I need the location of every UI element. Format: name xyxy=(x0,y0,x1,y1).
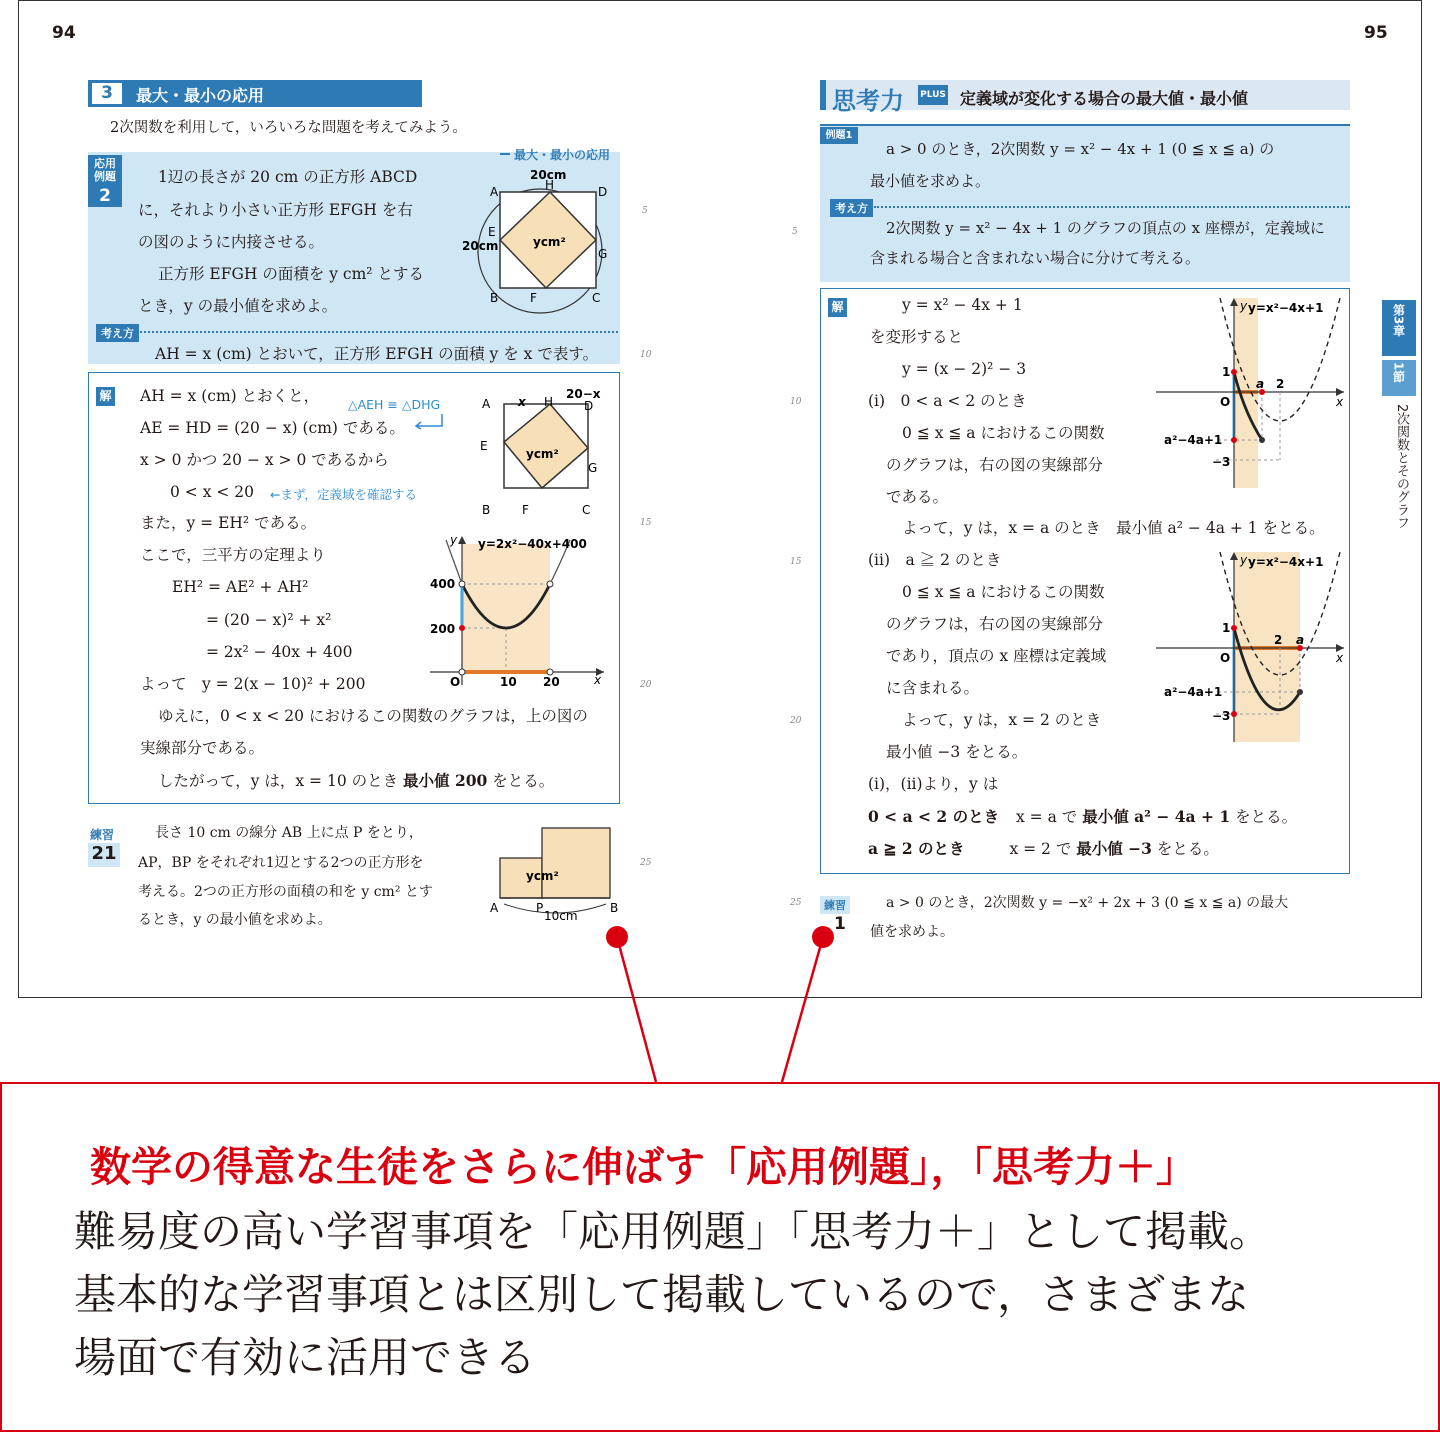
example1-line: 最小値を求めよ。 xyxy=(870,172,991,190)
x-axis-label: x xyxy=(1336,651,1344,665)
hint-text: AH = x (cm) とおいて，正方形 EFGH の面積 y を x で表す。 xyxy=(155,345,599,363)
callout-line: 基本的な学習事項とは区別して掲載しているので，さまざまな xyxy=(74,1270,1250,1319)
final1-mid: x = a で xyxy=(1016,808,1078,826)
chapter-label: 第3章 xyxy=(1391,304,1406,337)
tick-a: a xyxy=(1296,633,1305,647)
solution-line: また，y = EH² である。 xyxy=(140,514,317,532)
solution-line: よって，y は，x = a のとき 最小値 a² − 4a + 1 をとる。 xyxy=(902,519,1325,537)
chapter-title: 2次関数とそのグラフ xyxy=(1394,404,1409,530)
label-20-minus-x: 20−x xyxy=(566,387,601,401)
exercise-line: 値を求めよ。 xyxy=(870,924,954,940)
final2-val: 最小値 −3 xyxy=(1076,839,1152,858)
label-F: F xyxy=(522,503,529,517)
note-domain: ←まず，定義域を確認する xyxy=(270,487,417,502)
label-x: x xyxy=(518,395,526,409)
solution-line: y = (x − 2)² − 3 xyxy=(902,360,1027,378)
solution-line: 0 < x < 20 xyxy=(170,483,255,501)
solution-line: ここで，三平方の定理より xyxy=(140,546,326,564)
chapter-tab xyxy=(1382,300,1416,356)
header-title: 定義域が変化する場合の最大値・最小値 xyxy=(960,89,1249,108)
label-G: G xyxy=(588,461,598,475)
label-H: H xyxy=(545,178,555,192)
graph-quadratic-1 xyxy=(410,530,610,690)
callout-line: 難易度の高い学習事項を「応用例題」「思考力＋」として掲載。 xyxy=(74,1207,1272,1256)
example-line: 正方形 EFGH の面積を y cm² とする xyxy=(158,265,424,283)
label-C: C xyxy=(582,503,591,517)
label-left-length: 20cm xyxy=(462,239,499,253)
solution-line: のグラフは，右の図の実線部分 xyxy=(886,615,1104,633)
example1-tag: 例題1 xyxy=(820,127,858,144)
label-A: A xyxy=(490,901,499,915)
left-page-number: 94 xyxy=(52,23,76,43)
final-answer-2 xyxy=(868,841,1219,858)
label-E: E xyxy=(488,225,496,239)
label-A: A xyxy=(482,397,491,411)
pointer-line-left xyxy=(617,937,656,1082)
hint-line: 含まれる場合と含まれない場合に分けて考える。 xyxy=(870,249,1201,267)
solution-line: 実線部分である。 xyxy=(140,739,265,757)
line-number: 10 xyxy=(640,350,652,360)
tick-10: 10 xyxy=(500,675,517,689)
solution-line: 0 ≦ x ≦ a におけるこの関数 xyxy=(902,583,1105,601)
pointer-dot-right xyxy=(812,926,834,948)
label-area: ycm² xyxy=(526,447,559,461)
line-number: 15 xyxy=(640,518,652,528)
solution-conclusion xyxy=(158,773,554,790)
solution-line: よって，y は，x = 2 のとき xyxy=(902,711,1102,729)
example-line: 1辺の長さが 20 cm の正方形 ABCD xyxy=(158,168,418,186)
thinking-header xyxy=(820,80,1350,115)
label-B: B xyxy=(482,503,491,517)
line-number: 5 xyxy=(642,206,648,216)
graph-title: y=2x²−40x+400 xyxy=(478,537,587,551)
conclusion-post: をとる。 xyxy=(492,772,555,790)
section-tab xyxy=(1382,360,1416,396)
line-number: 15 xyxy=(790,557,802,567)
label-E: E xyxy=(480,439,488,453)
header-main: 思考力 xyxy=(832,87,904,115)
tick-origin: O xyxy=(450,675,461,689)
tick-minus-3: −3 xyxy=(1212,455,1231,469)
line-number: 10 xyxy=(790,397,802,407)
conclusion-pre: したがって，y は，x = 10 のとき xyxy=(158,772,399,790)
applied-tag-label: 応用例題 xyxy=(94,157,116,183)
final2-end: をとる。 xyxy=(1156,840,1219,858)
example-line: に，それより小さい正方形 EFGH を右 xyxy=(138,201,413,219)
label-G: G xyxy=(598,247,608,261)
final1-val: 最小値 a² − 4a + 1 xyxy=(1082,807,1231,826)
exercise-tag: 練習 xyxy=(90,828,115,842)
two-squares-figure xyxy=(484,822,620,928)
solution-line: (i) 0 < a < 2 のとき xyxy=(868,392,1027,410)
final1-cond: 0 < a < 2 のとき xyxy=(868,807,1000,826)
hint-tag: 考え方 xyxy=(96,324,139,342)
final2-cond: a ≧ 2 のとき xyxy=(868,839,965,858)
label-area: ycm² xyxy=(526,869,559,883)
solution-line: (i)，(ii)より，y は xyxy=(868,775,999,793)
square-figure-2 xyxy=(478,384,610,520)
graph-case-ii xyxy=(1156,548,1348,744)
graph-case-i xyxy=(1156,294,1348,490)
tick-1: 1 xyxy=(1222,621,1231,635)
tick-200: 200 xyxy=(430,622,456,636)
graph-title: y=x²−4x+1 xyxy=(1248,301,1324,315)
label-C: C xyxy=(592,291,601,305)
hint-tag: 考え方 xyxy=(830,199,873,217)
label-F: F xyxy=(530,291,537,305)
note-congruent: △AEH ≡ △DHG xyxy=(348,397,441,412)
x-axis-label: x xyxy=(1336,395,1344,409)
tick-min-expr: a²−4a+1 xyxy=(1164,685,1223,699)
tick-origin: O xyxy=(1220,651,1231,665)
callout-line: 場面で有効に活用できる xyxy=(74,1333,537,1382)
conclusion-bold: 最小値 200 xyxy=(403,771,488,790)
solution-line: = 2x² − 40x + 400 xyxy=(206,643,353,661)
solution-line: に含まれる。 xyxy=(886,679,980,697)
line-number: 25 xyxy=(640,858,652,868)
callout-pointers xyxy=(0,920,1440,1090)
tick-minus-3: −3 xyxy=(1212,709,1231,723)
tick-a: a xyxy=(1256,377,1265,391)
tick-min-expr: a²−4a+1 xyxy=(1164,433,1223,447)
y-axis-label: y xyxy=(1240,553,1248,567)
final2-mid: x = 2 で xyxy=(1009,840,1072,858)
solution-line: ゆえに，0 < x < 20 におけるこの関数のグラフは，上の図の xyxy=(158,707,588,725)
y-axis-label: y xyxy=(1240,299,1248,313)
exercise-number-right: 1 xyxy=(834,914,846,934)
tick-1: 1 xyxy=(1222,365,1231,379)
line-number: 5 xyxy=(792,227,798,237)
plus-badge: PLUS xyxy=(918,85,948,105)
exercise-line: 考える。2つの正方形の面積の和を y cm² とす xyxy=(138,884,433,900)
section-title: 最大・最小の応用 xyxy=(136,86,265,105)
tick-origin: O xyxy=(1220,395,1231,409)
exercise-line: 長さ 10 cm の線分 AB 上に点 P をとり， xyxy=(155,825,423,841)
example1-line: a > 0 のとき，2次関数 y = x² − 4x + 1 (0 ≦ x ≦ a) の xyxy=(886,140,1275,158)
solution-line: である。 xyxy=(886,488,949,506)
section-label: 1節 xyxy=(1391,362,1406,383)
label-H: H xyxy=(544,395,554,409)
note-arrow xyxy=(412,414,452,430)
label-top-length: 20cm xyxy=(530,168,567,182)
solution-tag: 解 xyxy=(828,298,847,317)
exercise-line: AP，BP をそれぞれ1辺とする2つの正方形を xyxy=(138,855,424,871)
tick-2: 2 xyxy=(1274,633,1283,647)
solution-line: y = x² − 4x + 1 xyxy=(902,296,1023,314)
solution-tag: 解 xyxy=(96,387,115,406)
label-D: D xyxy=(598,185,608,199)
solution-line: のグラフは，右の図の実線部分 xyxy=(886,456,1104,474)
applied-example-number: 2 xyxy=(94,186,116,206)
section-header xyxy=(88,80,422,107)
hint-line: 2次関数 y = x² − 4x + 1 のグラフの頂点の x 座標が，定義域に xyxy=(886,219,1325,237)
pointer-dot-left xyxy=(606,926,628,948)
example-line: の図のように内接させる。 xyxy=(138,233,325,251)
solution-line: AE = HD = (20 − x) (cm) である。 xyxy=(140,419,405,437)
final-answer-1 xyxy=(868,809,1297,826)
label-length: 10cm xyxy=(544,909,578,923)
solution-line: 最小値 −3 をとる。 xyxy=(886,743,1028,761)
line-number: 25 xyxy=(790,898,802,908)
pointer-line-right xyxy=(782,937,823,1082)
tick-2: 2 xyxy=(1276,377,1285,391)
x-axis-label: x xyxy=(594,673,602,687)
final1-end: をとる。 xyxy=(1235,808,1298,826)
y-axis-label: y xyxy=(450,533,458,547)
solution-line: よって y = 2(x − 10)² + 200 xyxy=(140,675,366,693)
label-D: D xyxy=(584,399,594,413)
exercise-line: a > 0 のとき，2次関数 y = −x² + 2x + 3 (0 ≦ x ≦ a) の最大 xyxy=(886,895,1289,911)
label-B: B xyxy=(610,901,619,915)
exercise-number: 21 xyxy=(88,843,120,867)
tick-20: 20 xyxy=(543,675,560,689)
exercise-tag-right: 練習 xyxy=(820,896,850,914)
label-area: ycm² xyxy=(533,235,566,249)
solution-line: AH = x (cm) とおくと， xyxy=(140,387,320,405)
solution-line: x > 0 かつ 20 − x > 0 であるから xyxy=(140,451,389,469)
label-A: A xyxy=(490,185,499,199)
solution-line: = (20 − x)² + x² xyxy=(206,611,332,629)
solution-line: を変形すると xyxy=(870,328,964,346)
label-B: B xyxy=(490,291,499,305)
solution-line: 0 ≦ x ≦ a におけるこの関数 xyxy=(902,424,1105,442)
exercise-line: るとき，y の最小値を求めよ。 xyxy=(138,912,332,928)
label-P: P xyxy=(536,901,544,915)
callout-title: 数学の得意な生徒をさらに伸ばす「応用例題」，「思考力＋」 xyxy=(90,1143,1197,1191)
solution-line: EH² = AE² + AH² xyxy=(172,578,309,596)
line-number: 20 xyxy=(790,716,802,726)
example-line: とき，y の最小値を求めよ。 xyxy=(138,297,338,315)
tick-400: 400 xyxy=(430,577,456,591)
line-number: 20 xyxy=(640,680,652,690)
section-number: 3 xyxy=(92,83,122,104)
solution-line: であり，頂点の x 座標は定義域 xyxy=(886,647,1107,665)
callout-box xyxy=(0,1082,1440,1432)
solution-line: (ii) a ≧ 2 のとき xyxy=(868,551,1002,569)
hint-rule xyxy=(140,331,618,333)
applied-side-label: 最大・最小の応用 xyxy=(514,148,611,162)
intro-text: 2次関数を利用して，いろいろな問題を考えてみよう。 xyxy=(110,120,467,136)
square-figure-1 xyxy=(460,166,620,316)
graph-title: y=x²−4x+1 xyxy=(1248,555,1324,569)
right-page-number: 95 xyxy=(1364,23,1388,43)
box-rule xyxy=(500,153,510,155)
